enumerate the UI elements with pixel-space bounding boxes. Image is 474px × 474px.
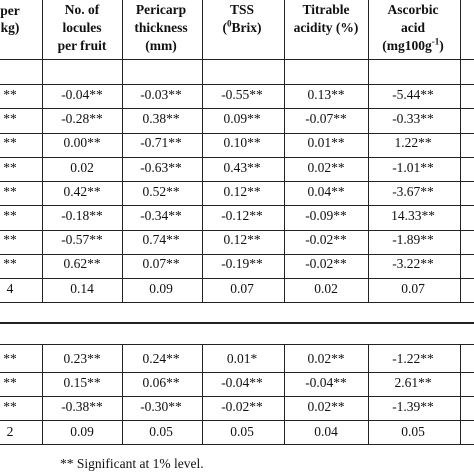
group1-row7-col1: -0.57**: [61, 232, 103, 248]
header-locules-line2: locules: [62, 20, 102, 35]
group2-row3-col3: -0.02**: [221, 399, 263, 415]
group2-row2-col5: 2.61**: [394, 375, 432, 391]
group1-row3-col0: **: [3, 135, 17, 151]
group1-rule-8: [0, 254, 474, 255]
group1-rule-1: [0, 84, 474, 85]
group1-row2-col0: **: [3, 111, 17, 127]
group2-row4-col5: 0.05: [401, 423, 425, 439]
group2-row2-col3: -0.04**: [221, 375, 263, 391]
group1-row3-col3: 0.10**: [223, 135, 261, 151]
header-pericarp-line1: Pericarp: [135, 2, 187, 17]
group2-row4-col2: 0.05: [149, 423, 173, 439]
group2-vrule-3: [202, 344, 203, 444]
header-vrule-6: [460, 0, 461, 59]
group1-row2-col3: 0.09**: [223, 111, 261, 127]
group1-row5-col5: -3.67**: [392, 183, 434, 199]
group1-row3-col2: -0.71**: [140, 135, 182, 151]
group2-row4-col4: 0.04: [314, 423, 338, 439]
group1-row5-col1: 0.42**: [63, 183, 101, 199]
header-ascorbic-line3-sup: -1: [431, 36, 440, 47]
header-vrule-2: [122, 0, 123, 59]
group1-rule-7: [0, 230, 474, 231]
group1-row9-col2: 0.09: [149, 280, 173, 296]
group1-row2-col2: 0.38**: [142, 111, 180, 127]
footnote: ** Significant at 1% level.: [60, 456, 204, 471]
group1-row1-col1: -0.04**: [61, 87, 103, 102]
group1-row6-col0: **: [3, 208, 17, 223]
group2-row1-col1: 0.23**: [63, 351, 101, 366]
group1-row7-col3: 0.12**: [223, 232, 261, 248]
group2-rule-4: [0, 444, 474, 445]
group1-row2-col4: -0.07**: [305, 111, 347, 127]
header-locules-line1: No. of: [64, 2, 100, 17]
group1-row4-col2: -0.63**: [140, 159, 182, 175]
group2-row3-col2: -0.30**: [140, 399, 182, 415]
group1-row3-col1: 0.00**: [63, 135, 101, 151]
header-ascorbic-line2: acid: [400, 20, 425, 35]
group1-row6-col1: -0.18**: [61, 208, 103, 223]
group1-vrule-5: [368, 59, 369, 302]
group2-row4-col3: 0.05: [230, 423, 254, 439]
group2-rule-3: [0, 420, 474, 421]
group1-row4-col3: 0.43**: [223, 159, 261, 175]
header-tss-line2: ($^0$Brix): [222, 18, 262, 35]
group1-row9-col5: 0.07: [401, 280, 425, 296]
group2-vrule-5: [368, 344, 369, 444]
header-bottom-rule: [0, 59, 474, 60]
header-col0-line1: per: [0, 3, 20, 18]
group2-row1-col4: 0.02**: [307, 351, 345, 366]
group2-row3-col1: -0.38**: [61, 399, 103, 415]
group1-row4-col4: 0.02**: [307, 159, 345, 175]
group1-row7-col2: 0.74**: [142, 232, 180, 248]
group2-row2-col4: -0.04**: [305, 375, 347, 391]
group1-row9-col4: 0.02: [314, 280, 338, 296]
group1-row4-col1: 0.02: [70, 159, 94, 175]
group1-row7-col5: -1.89**: [392, 232, 434, 248]
group2-row1-col5: -1.22**: [392, 351, 434, 366]
group1-rule-3: [0, 133, 474, 134]
group1-vrule-6: [460, 59, 461, 302]
group1-row5-col0: **: [3, 183, 17, 199]
header-ascorbic-line1: Ascorbic: [387, 2, 439, 17]
group1-row1-col4: 0.13**: [307, 87, 345, 102]
group2-row3-col4: 0.02**: [307, 399, 345, 415]
group1-vrule-2: [122, 59, 123, 302]
group2-rule-1: [0, 372, 474, 373]
group1-vrule-3: [202, 59, 203, 302]
group1-row8-col2: 0.07**: [142, 256, 180, 272]
group1-row9-col3: 0.07: [230, 280, 254, 296]
group1-row8-col5: -3.22**: [392, 256, 434, 272]
group1-row9-col1: 0.14: [70, 280, 94, 296]
group1-rule-9: [0, 278, 474, 279]
group2-vrule-4: [284, 344, 285, 444]
group2-row4-col0: 2: [6, 423, 14, 439]
group2-vrule-1: [42, 344, 43, 444]
group2-row1-col2: 0.24**: [142, 351, 180, 366]
group1-vrule-4: [284, 59, 285, 302]
header-col0-line2: kg): [0, 20, 20, 35]
group1-row6-col3: -0.12**: [221, 208, 263, 223]
group1-rule-4: [0, 157, 474, 158]
group1-row7-col4: -0.02**: [305, 232, 347, 248]
header-vrule-1: [42, 0, 43, 59]
header-pericarp-line3: (mm): [145, 38, 177, 53]
group1-rule-10: [0, 302, 474, 303]
header-tss-line2-sup: 0: [227, 18, 232, 29]
group1-rule-6: [0, 205, 474, 206]
group2-row3-col5: -1.39**: [392, 399, 434, 415]
group1-row7-col0: **: [3, 232, 17, 248]
header-acidity-line2: acidity (%): [293, 20, 359, 35]
group1-row3-col5: 1.22**: [394, 135, 432, 151]
header-vrule-5: [368, 0, 369, 59]
group-separator-rule-top: [0, 322, 474, 324]
group1-row1-col5: -5.44**: [392, 87, 434, 102]
group1-row9-col0: 4: [6, 280, 14, 296]
group1-row6-col2: -0.34**: [140, 208, 182, 223]
group2-row2-col0: **: [3, 375, 17, 391]
group2-row3-col0: **: [3, 399, 17, 415]
group2-vrule-6: [460, 344, 461, 444]
header-locules-line3: per fruit: [57, 38, 107, 53]
group2-row2-col2: 0.06**: [142, 375, 180, 391]
group1-row2-col5: -0.33**: [392, 111, 434, 127]
group1-row5-col4: 0.04**: [307, 183, 345, 199]
group1-vrule-1: [42, 59, 43, 302]
group1-row6-col5: 14.33**: [391, 208, 435, 223]
group1-row8-col1: 0.62**: [63, 256, 101, 272]
group1-rule-5: [0, 181, 474, 182]
group1-row2-col1: -0.28**: [61, 111, 103, 127]
group1-row5-col2: 0.52**: [142, 183, 180, 199]
group1-row8-col0: **: [3, 256, 17, 272]
group1-row3-col4: 0.01**: [307, 135, 345, 151]
group1-row5-col3: 0.12**: [223, 183, 261, 199]
group1-row8-col3: -0.19**: [221, 256, 263, 272]
group1-row1-col2: -0.03**: [140, 87, 182, 102]
header-acidity-line1: Titrable: [302, 2, 350, 17]
header-pericarp-line2: thickness: [134, 20, 188, 35]
group2-row1-col0: **: [3, 351, 17, 366]
group1-rule-2: [0, 108, 474, 109]
group1-row6-col4: -0.09**: [305, 208, 347, 223]
group1-row8-col4: -0.02**: [305, 256, 347, 272]
group1-row4-col5: -1.01**: [392, 159, 434, 175]
group2-rule-2: [0, 396, 474, 397]
group1-row1-col0: **: [3, 87, 17, 102]
header-ascorbic-line3: $(mg100g^{-1})$: [382, 36, 444, 53]
header-tss-line1: TSS: [229, 2, 255, 17]
group2-row2-col1: 0.15**: [63, 375, 101, 391]
group2-row4-col1: 0.09: [70, 423, 94, 439]
group2-row1-col3: 0.01*: [226, 351, 258, 366]
group1-row1-col3: -0.55**: [221, 87, 263, 102]
header-vrule-4: [284, 0, 285, 59]
header-vrule-3: [202, 0, 203, 59]
group2-vrule-2: [122, 344, 123, 444]
group1-row4-col0: **: [3, 159, 17, 175]
group2-top-rule: [0, 344, 474, 345]
